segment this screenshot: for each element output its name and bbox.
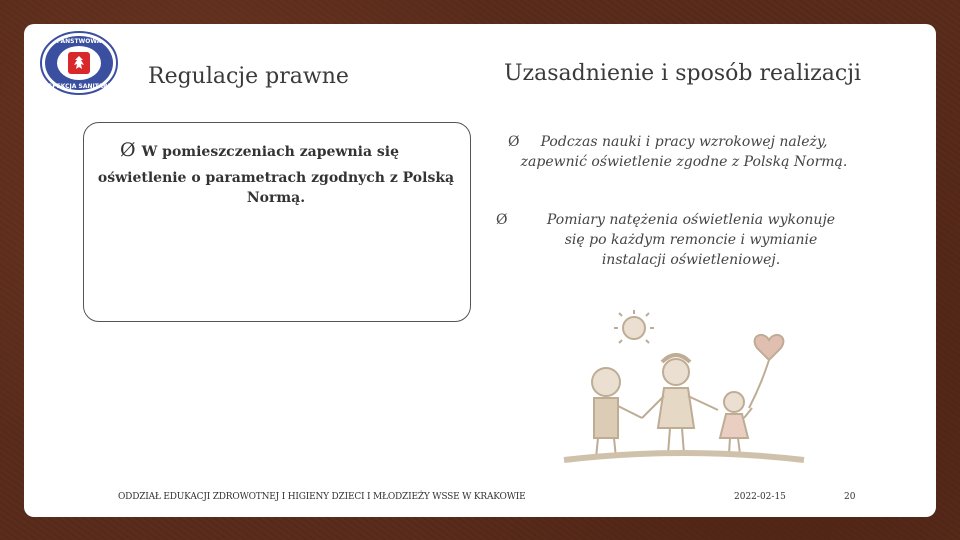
arrow-bullet-icon: Ø — [496, 212, 508, 228]
box-line1-text: W pomieszczeniach zapewnia się — [141, 144, 400, 160]
right-column-title: Uzasadnienie i sposób realizacji — [504, 61, 862, 86]
slide — [24, 24, 936, 517]
footer-date: 2022-02-15 — [734, 492, 786, 502]
right-bullet-1-text: Podczas nauki i pracy wzrokowej należy, zapewnić oświetlenie zgodne z Polską Normą. — [520, 134, 848, 170]
left-column-title: Regulacje prawne — [148, 64, 349, 89]
box-first-line — [120, 139, 399, 161]
legal-regulation-box — [83, 122, 471, 322]
page-number: 20 — [844, 492, 856, 502]
sun-icon — [623, 317, 645, 339]
right-bullet-2 — [496, 210, 846, 270]
family-sun-illustration — [554, 310, 814, 470]
right-bullet-1 — [508, 132, 854, 172]
arrow-bullet-icon: Ø — [508, 134, 520, 150]
footer-department: ODDZIAŁ EDUKACJI ZDROWOTNEJ I HIGIENY DZIECI I MŁODZIEŻY WSSE W KRAKOWIE — [118, 492, 526, 502]
right-bullet-2-text: Pomiary natężenia oświetlenia wykonuje się po każdym remoncie i wymianie instalacji oświetleniowej. — [546, 212, 836, 268]
sanitary-inspection-logo — [38, 30, 120, 96]
heart-balloon-icon — [755, 335, 784, 360]
arrow-bullet-icon: Ø — [120, 139, 136, 161]
logo-top-text: PAŃSTWOWA — [56, 38, 102, 45]
box-second-line: oświetlenie o parametrach zgodnych z Polską Normą. — [97, 170, 455, 206]
logo-bottom-text: INSPEKCJA SANITARNA — [40, 83, 118, 90]
